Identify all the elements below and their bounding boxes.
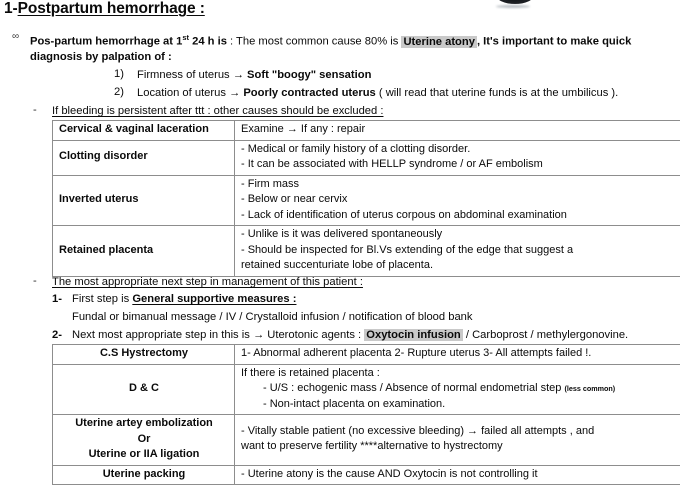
management-step-2 — [72, 328, 628, 343]
infinity-bullet-icon: ∞ — [12, 31, 20, 42]
cause-detail — [235, 175, 680, 226]
step-2-text-a: Next most appropriate step in this is — [72, 329, 250, 341]
procedure-label: D & C — [53, 364, 235, 415]
intro-text-c: : The most common cause 80% is — [226, 35, 399, 48]
intro-superscript: st — [182, 33, 189, 42]
palpation-item-1-number: 1) — [114, 68, 124, 80]
procedure-detail-line: 1- Abnormal adherent placenta 2- Rupture uterus 3- All attempts failed !. — [241, 347, 592, 359]
procedure-detail-line: - Vitally stable patient (no excessive bleeding) → failed all attempts , and — [241, 424, 595, 437]
intro-line-2: diagnosis by palpation of : — [30, 51, 172, 63]
cause-detail — [235, 121, 680, 141]
procedure-label-line: Uterine or IIA ligation — [88, 448, 200, 460]
cause-label: Inverted uterus — [53, 175, 235, 226]
table-row — [53, 121, 680, 141]
table-row — [53, 364, 680, 415]
arrow-icon: → — [252, 329, 265, 341]
palpation-item-2-number: 2) — [114, 86, 124, 98]
palpation-1-text: Firmness of uterus — [137, 69, 230, 81]
cause-label: Cervical & vaginal laceration — [53, 121, 235, 141]
dash-marker: - — [33, 104, 37, 116]
title-prefix: 1- — [4, 0, 18, 17]
cause-detail-line: - Below or near cervix — [241, 193, 348, 205]
intro-text-a: Pos-partum hemorrhage at 1 — [30, 35, 183, 48]
procedure-detail — [235, 364, 680, 415]
cause-detail-line: - Medical or family history of a clotting disorder. — [241, 142, 471, 155]
persistent-bleeding-line: If bleeding is persistent after ttt : other causes should be excluded : — [52, 105, 384, 117]
procedure-label-line: Uterine artey embolization — [75, 417, 213, 429]
table-row — [53, 345, 680, 365]
intro-text-b: 24 h is — [188, 35, 227, 48]
causes-table — [52, 120, 680, 277]
procedure-detail-line — [241, 381, 680, 397]
procedure-detail — [235, 465, 680, 485]
procedure-detail-line: - Non-intact placenta on examination. — [263, 397, 446, 410]
table-row — [53, 140, 680, 175]
table-row — [53, 226, 680, 277]
procedure-detail — [235, 415, 680, 466]
cause-detail-line: - Firm mass — [241, 177, 300, 190]
cause-detail — [235, 226, 680, 277]
procedure-detail-line: - Uterine atony is the cause AND Oxytocin is not controlling it — [241, 467, 538, 480]
intro-text-d: , It's important to make quick — [476, 35, 632, 48]
management-step-1 — [72, 292, 296, 307]
table-row — [53, 465, 680, 485]
procedure-detail-line: If there is retained placenta : — [241, 366, 380, 379]
procedures-table — [52, 344, 680, 485]
procedure-detail-line: want to preserve fertility ****alternative to hystrectomy — [241, 440, 503, 453]
procedure-label — [53, 415, 235, 466]
less-common-note: (less common) — [564, 384, 616, 393]
palpation-item-2 — [137, 86, 618, 101]
uterine-atony-highlight: Uterine atony — [403, 35, 475, 48]
page-title — [4, 0, 205, 18]
management-step-2-number: 2- — [52, 329, 62, 341]
procedure-detail — [235, 345, 680, 365]
arrow-icon: → — [232, 69, 244, 81]
cause-label: Clotting disorder — [53, 140, 235, 175]
cause-detail-line: Examine → If any : repair — [241, 123, 366, 135]
palpation-1-bold: Soft "boogy" sensation — [247, 69, 372, 81]
procedure-label: Uterine packing — [53, 465, 235, 485]
management-heading: The most appropriate next step in management of this patient : — [52, 276, 363, 288]
arrow-icon: → — [229, 87, 241, 99]
cause-detail-line: - Should be inspected for Bl.Vs extending of the edge that suggest a — [241, 243, 574, 256]
cause-label: Retained placenta — [53, 226, 235, 277]
procedure-label-line: Or — [137, 432, 151, 445]
step-1-text: First step is — [72, 293, 130, 305]
cause-detail-line: - Unlike is it was delivered spontaneously — [241, 228, 443, 240]
cause-detail — [235, 140, 680, 175]
management-step-1-number: 1- — [52, 293, 62, 305]
cause-detail-line: - It can be associated with HELLP syndrome / or AF embolism — [241, 158, 543, 170]
logo-shadow — [496, 5, 530, 8]
palpation-2-tail: ( will read that uterine funds is at the umbilicus ). — [378, 87, 619, 99]
palpation-item-1 — [137, 68, 371, 83]
cause-detail-line: retained succenturiate lobe of placenta. — [241, 259, 434, 271]
procedure-detail-text: - U/S : echogenic mass / Absence of normal endometrial step — [263, 382, 562, 394]
step-1-bold: General supportive measures : — [132, 293, 297, 305]
step-2-text-c: / Carboprost / methylergonovine. — [465, 329, 629, 341]
dash-marker: - — [33, 275, 37, 287]
oxytocin-infusion-highlight: Oxytocin infusion — [366, 329, 461, 341]
site-logo — [492, 0, 677, 10]
palpation-2-text: Location of uterus — [137, 87, 226, 99]
procedure-label: C.S Hystrectomy — [53, 345, 235, 365]
table-row — [53, 415, 680, 466]
step-2-text-b: Uterotonic agents : — [267, 329, 362, 341]
cause-detail-line: - Lack of identification of uterus corpous on abdominal examination — [241, 208, 567, 221]
management-step-1-detail: Fundal or bimanual message / IV / Crystalloid infusion / notification of blood bank — [72, 311, 473, 323]
title-main: Postpartum hemorrhage : — [17, 0, 205, 17]
table-row — [53, 175, 680, 226]
palpation-2-bold: Poorly contracted uterus — [243, 87, 376, 99]
intro-line-1 — [30, 30, 631, 50]
